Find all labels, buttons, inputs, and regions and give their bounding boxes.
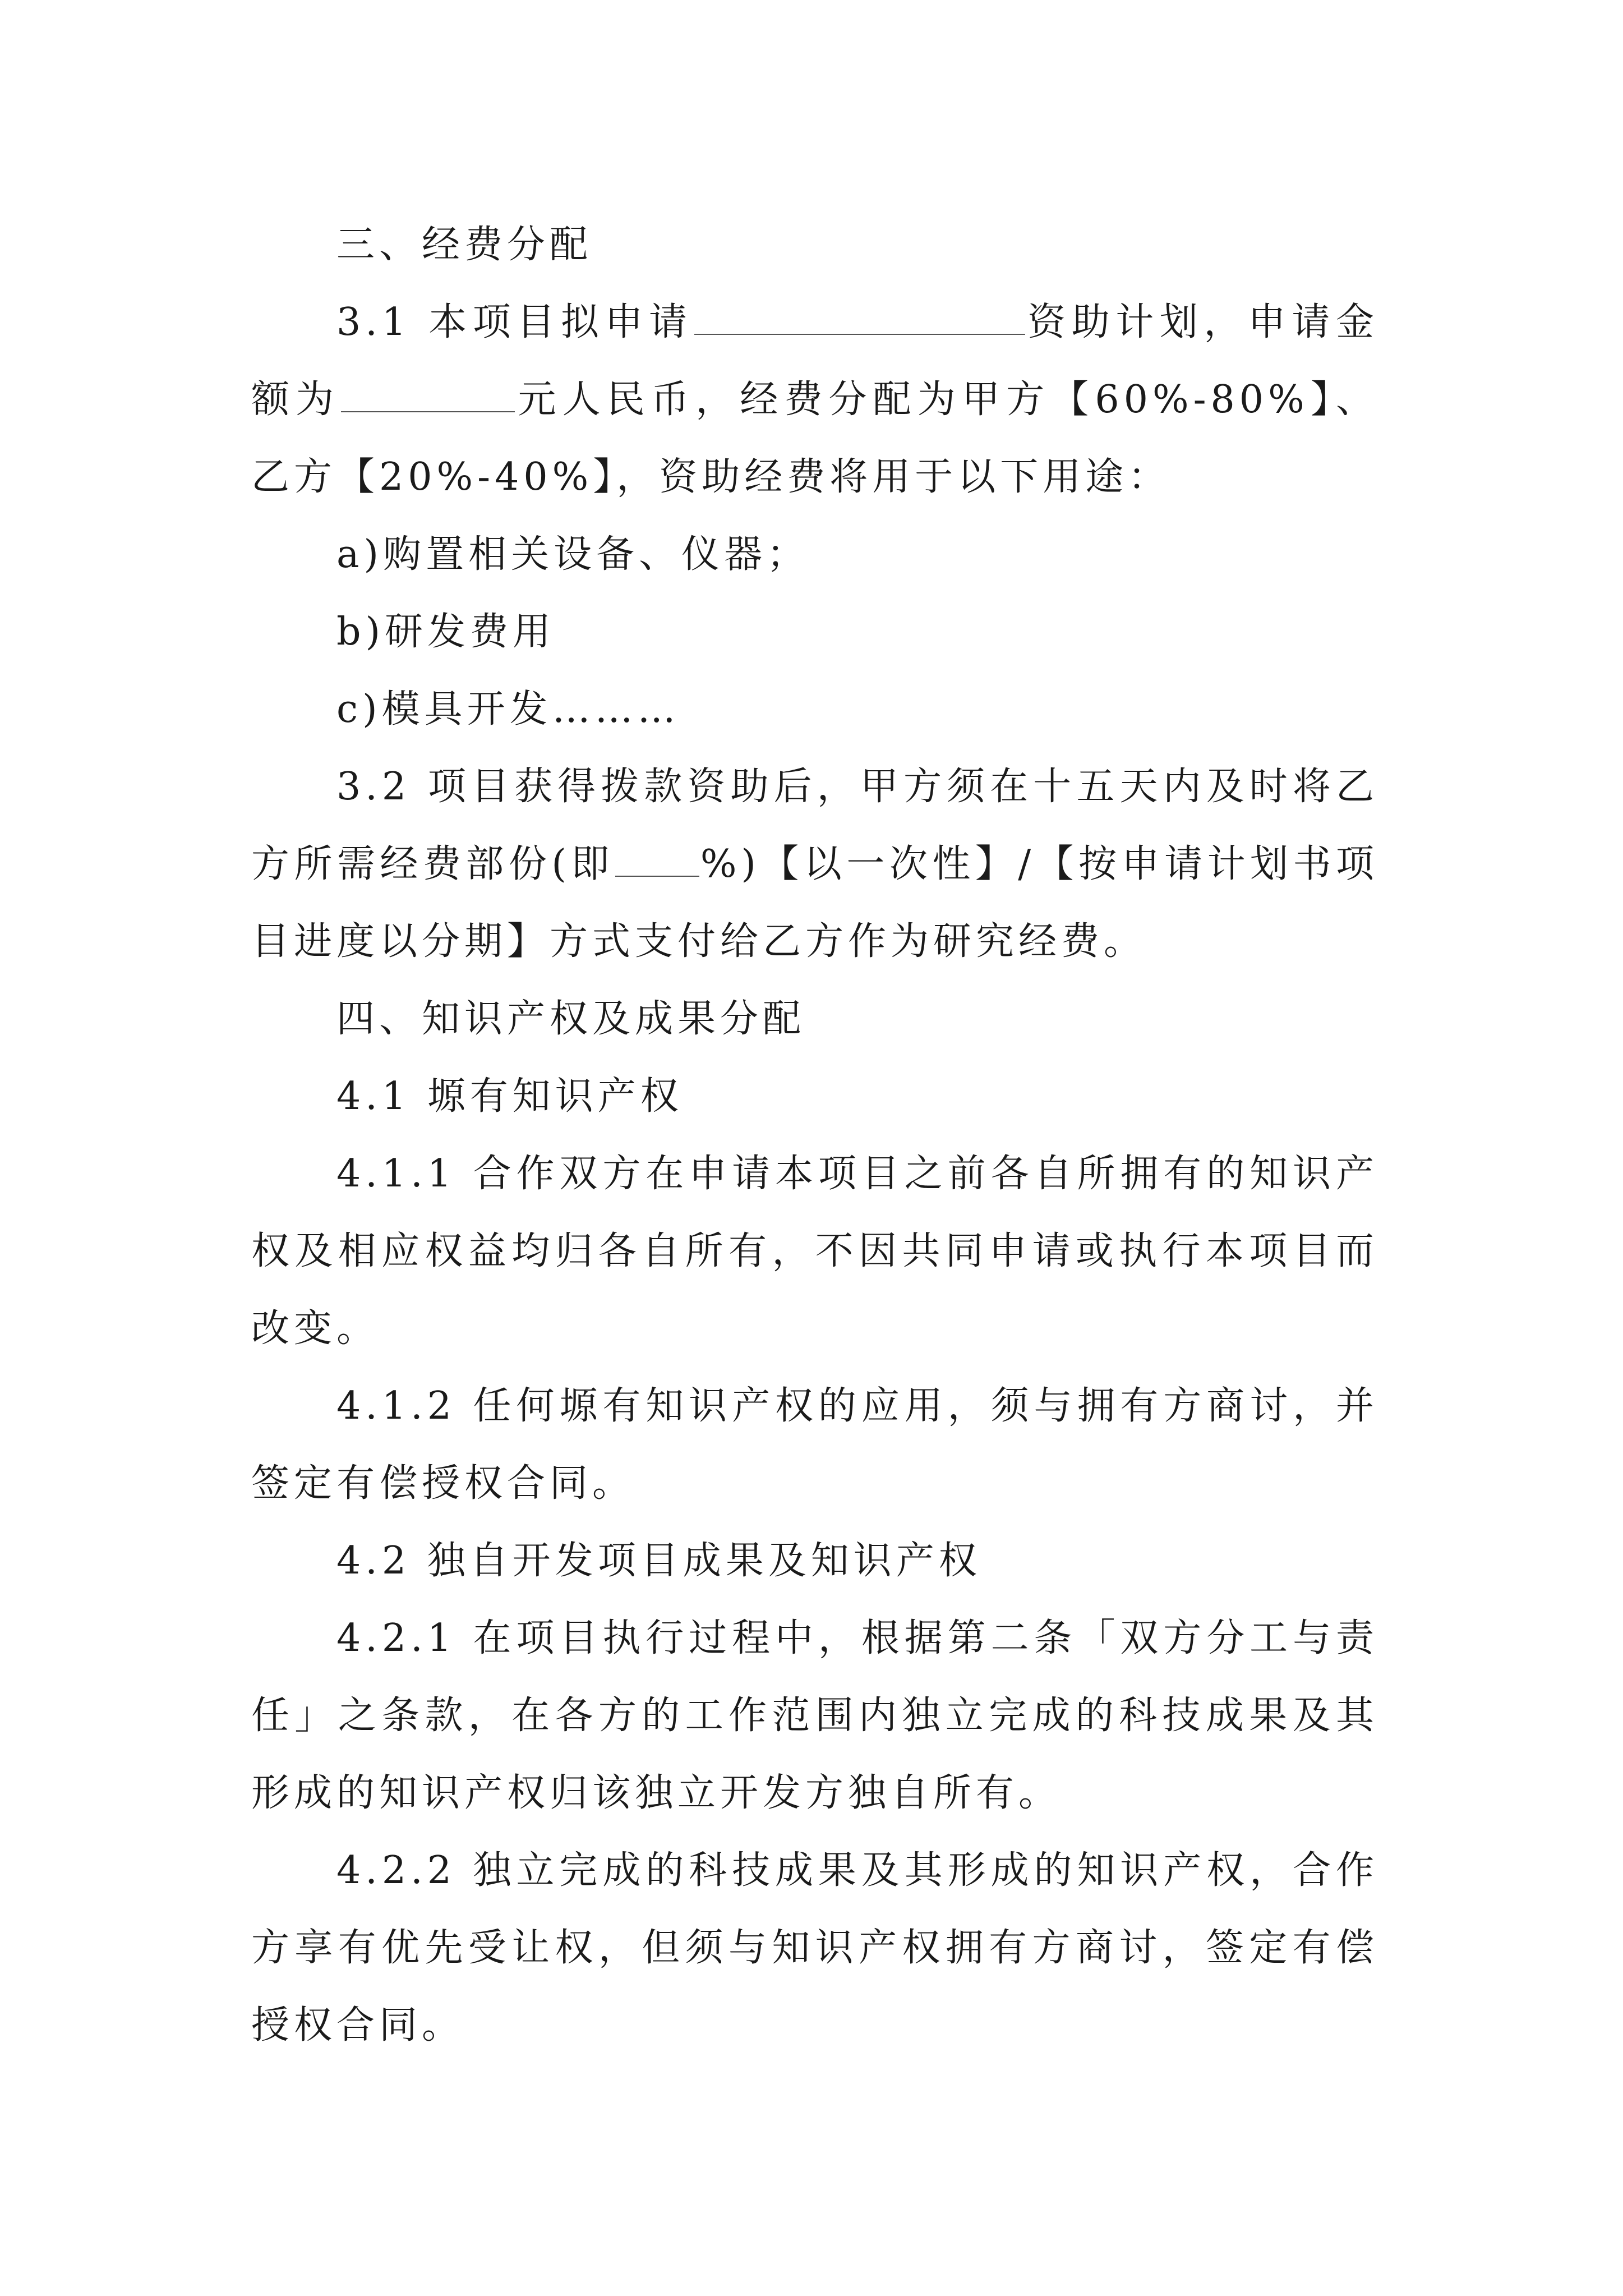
list-item-c: c)模具开发………: [336, 687, 680, 731]
section-4-heading: 四、知识产权及成果分配: [336, 997, 806, 1041]
paragraph-3-1: [251, 284, 1378, 516]
section-3-heading: 三、经费分配: [336, 223, 593, 267]
paragraph-4-2-1: 4.2.1 在项目执行过程中，根据第二条「双方分工与责任」之条款，在各方的工作范围内独立完成的科技成果及其形成的知识产权归该独立开发方独自所有。: [251, 1616, 1378, 1815]
list-item-a: a)购置相关设备、仪器；: [336, 532, 810, 577]
paragraph-4-1-2: 4.1.2 任何塬有知识产权的应用，须与拥有方商讨，并签定有偿授权合同。: [251, 1384, 1378, 1506]
amount-blank: [341, 372, 515, 412]
document-body: [251, 206, 1378, 2064]
paragraph-3-2: [251, 748, 1378, 981]
section-4-1-heading: 4.1 塬有知识产权: [336, 1074, 683, 1119]
paragraph-4-2-2: 4.2.2 独立完成的科技成果及其形成的知识产权，合作方享有优先受让权，但须与知识产权拥有方商讨，签定有偿授权合同。: [251, 1848, 1378, 2047]
paragraph-3-2-part-b: %)【以一次性】/【按申请计划书项目进度以分期】方式支付给乙方作为研究经费。: [251, 842, 1378, 964]
paragraph-3-2-part-a: 3.2 项目获得拨款资助后，甲方须在十五天内及时将乙方所需经费部份(即: [251, 765, 1378, 886]
funding-plan-blank: [694, 295, 1025, 335]
paragraph-3-1-part-c: 元人民币，经费分配为甲方【60%-80%】、乙方【20%-40%】，资助经费将用于以下用途：: [251, 378, 1378, 499]
percentage-blank: [615, 836, 699, 877]
list-item-b: b)研发费用: [336, 610, 556, 654]
paragraph-4-1-1: 4.1.1 合作双方在申请本项目之前各自所拥有的知识产权及相应权益均归各自所有，不因共同申请或执行本项目而改变。: [251, 1152, 1378, 1351]
paragraph-3-1-part-b: 资助计划，申请金额为: [251, 300, 1378, 422]
section-4-2-heading: 4.2 独自开发项目成果及知识产权: [336, 1539, 981, 1583]
paragraph-3-1-part-a: 3.1 本项目拟申请: [336, 300, 693, 344]
